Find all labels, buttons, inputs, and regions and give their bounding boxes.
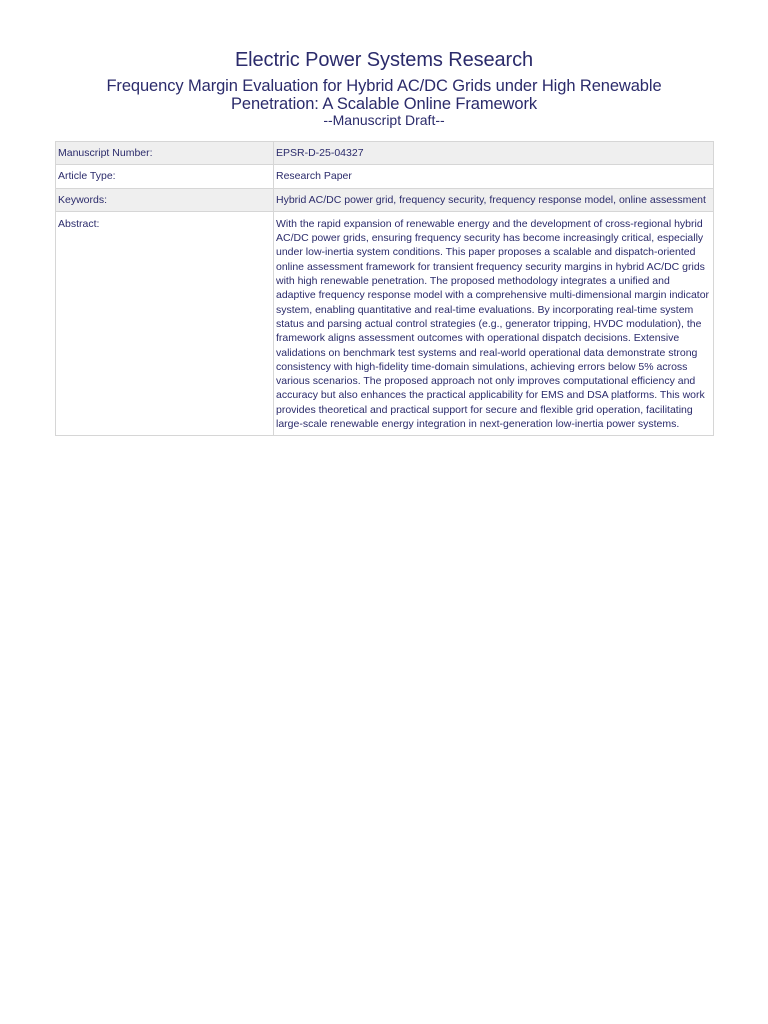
- table-row-manuscript-number: [56, 142, 714, 165]
- manuscript-number-label: Manuscript Number:: [56, 142, 274, 165]
- article-title: Frequency Margin Evaluation for Hybrid AC/DC Grids under High Renewable Penetration: A Scalable Online Framework: [106, 77, 662, 113]
- abstract-label: Abstract:: [56, 211, 274, 435]
- table-row-abstract: [56, 211, 714, 435]
- table-row-keywords: [56, 188, 714, 211]
- article-type-label: Article Type:: [56, 165, 274, 188]
- manuscript-metadata-table: [55, 141, 714, 436]
- abstract-value: With the rapid expansion of renewable energy and the development of cross-regional hybrid AC/DC power grids, ensuring frequency security has become increasingly critical, especially under low-inertia system conditions. This paper proposes a scalable and dispatch-oriented online assessment framework for transient frequency security margins in hybrid AC/DC grids with high renewable penetration. The proposed methodology integrates a unified and adaptive frequency response model with a comprehensive multi-dimensional margin indicator system, enabling quantitative and real-time evaluations. By incorporating real-time system status and parsing actual control strategies (e.g., generator tripping, HVDC modulation), the framework aligns assessment outcomes with operational dispatch decisions. Extensive validations on benchmark test systems and real-world operational data demonstrate strong consistency with high-fidelity time-domain simulations, achieving errors below 5% across various scenarios. The proposed approach not only improves computational efficiency and accuracy but also enhances the practical applicability for EMS and DSA platforms. This work provides theoretical and practical support for secure and flexible grid operation, facilitating large-scale renewable energy integration in next-generation low-inertia power systems.: [274, 211, 714, 435]
- keywords-value: Hybrid AC/DC power grid, frequency security, frequency response model, online assessment: [274, 188, 714, 211]
- draft-label: --Manuscript Draft--: [323, 112, 445, 128]
- keywords-label: Keywords:: [56, 188, 274, 211]
- document-header: [0, 48, 768, 127]
- table-row-article-type: [56, 165, 714, 188]
- journal-title: Electric Power Systems Research: [234, 49, 534, 71]
- article-type-value: Research Paper: [274, 165, 714, 188]
- manuscript-number-value: EPSR-D-25-04327: [274, 142, 714, 165]
